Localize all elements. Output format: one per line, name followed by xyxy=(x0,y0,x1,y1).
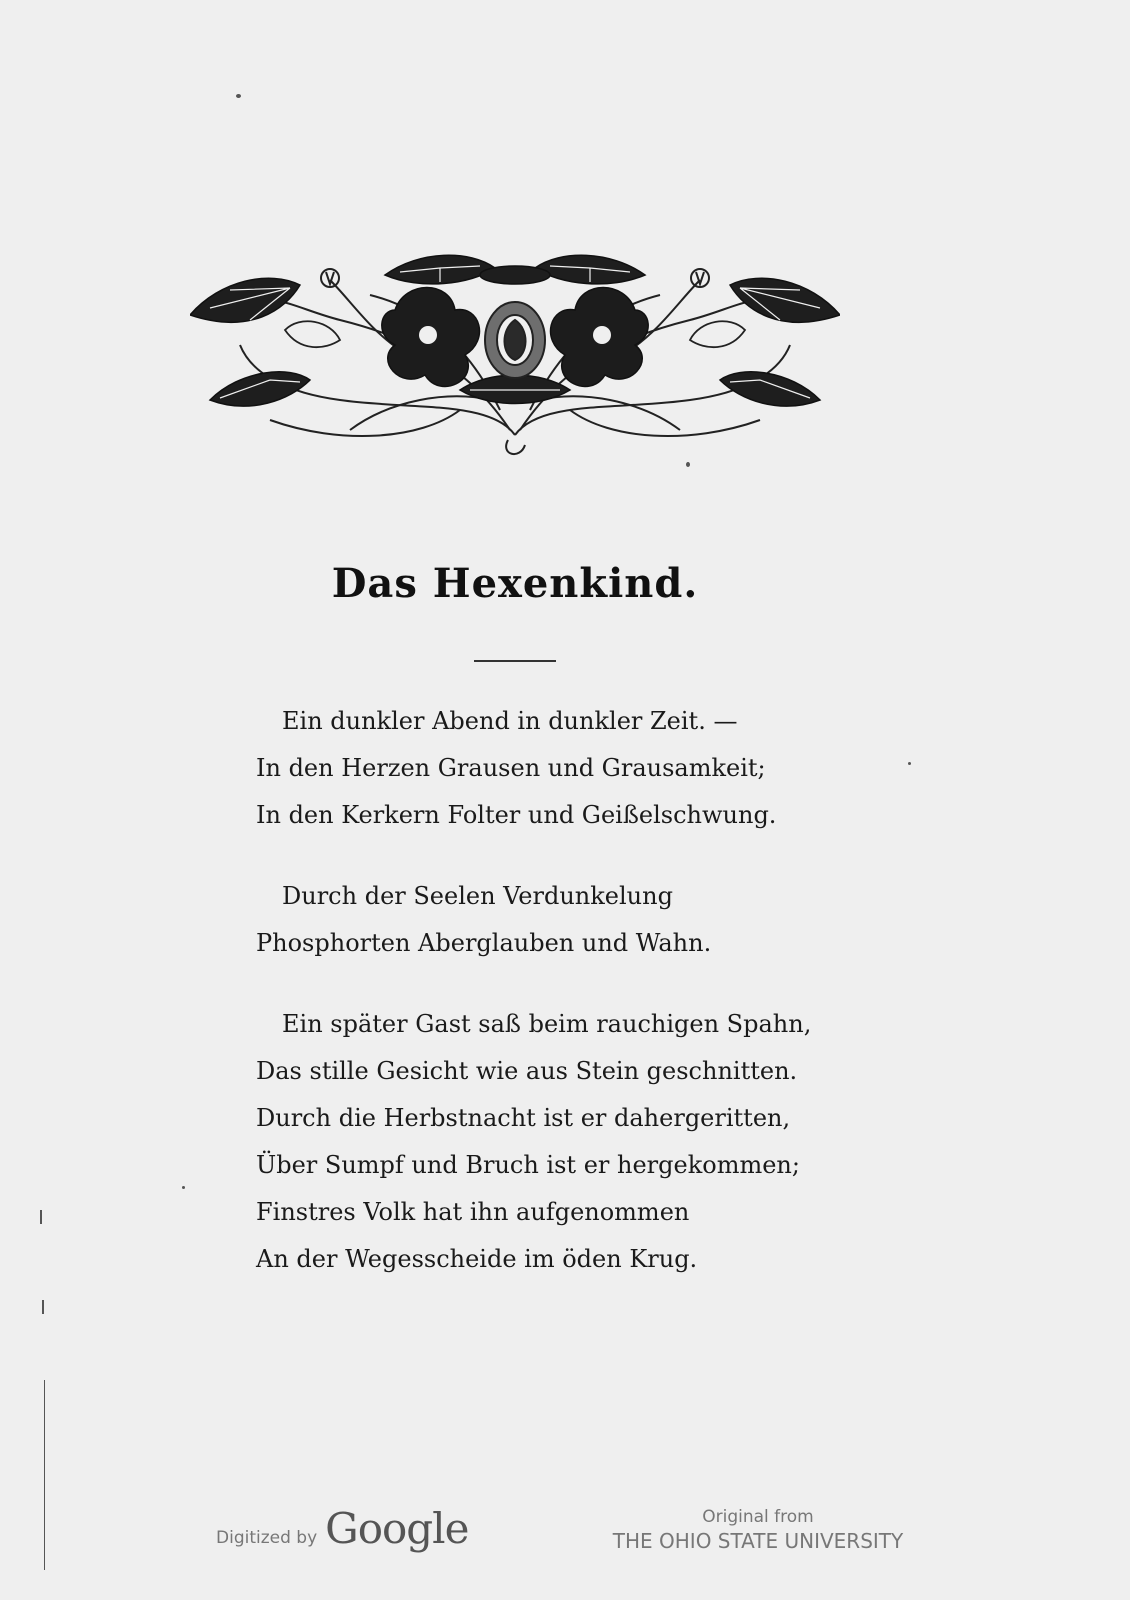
scan-margin-line xyxy=(42,1300,44,1314)
university-label: THE OHIO STATE UNIVERSITY xyxy=(612,1529,904,1553)
digitized-watermark xyxy=(216,1504,468,1553)
poem-line: In den Herzen Grausen und Grausamkeit; xyxy=(256,754,766,782)
floral-ornament xyxy=(190,250,840,460)
poem-line: Ein später Gast saß beim rauchigen Spahn, xyxy=(282,1010,812,1038)
poem-body xyxy=(256,698,876,1317)
scan-speck xyxy=(686,462,690,467)
scan-speck xyxy=(182,1186,185,1189)
original-from-label: Original from xyxy=(702,1507,814,1527)
scan-margin-line xyxy=(40,1210,42,1224)
title-divider xyxy=(474,660,556,662)
scan-speck xyxy=(236,94,241,98)
poem-line: An der Wegesscheide im öden Krug. xyxy=(256,1245,698,1273)
poem-line: Über Sumpf und Bruch ist er hergekommen; xyxy=(256,1151,800,1179)
poem-title: Das Hexenkind. xyxy=(331,560,699,607)
poem-line: Ein dunkler Abend in dunkler Zeit. — xyxy=(282,707,738,735)
digitized-by-label: Digitized by xyxy=(216,1528,318,1548)
scan-margin-line xyxy=(44,1380,45,1570)
poem-line: Durch der Seelen Verdunkelung xyxy=(282,882,673,910)
poem-line: Das stille Gesicht wie aus Stein geschnitten. xyxy=(256,1057,798,1085)
stanza xyxy=(256,698,876,839)
poem-line: In den Kerkern Folter und Geißelschwung. xyxy=(256,801,777,829)
stanza xyxy=(256,1001,876,1283)
poem-line: Finstres Volk hat ihn aufgenommen xyxy=(256,1198,690,1226)
poem-line: Durch die Herbstnacht ist er dahergeritten, xyxy=(256,1104,791,1132)
stanza xyxy=(256,873,876,967)
poem-line: Phosphorten Aberglauben und Wahn. xyxy=(256,929,712,957)
source-watermark xyxy=(600,1506,916,1554)
scan-speck xyxy=(908,762,911,765)
google-logo: Google xyxy=(325,1504,469,1553)
